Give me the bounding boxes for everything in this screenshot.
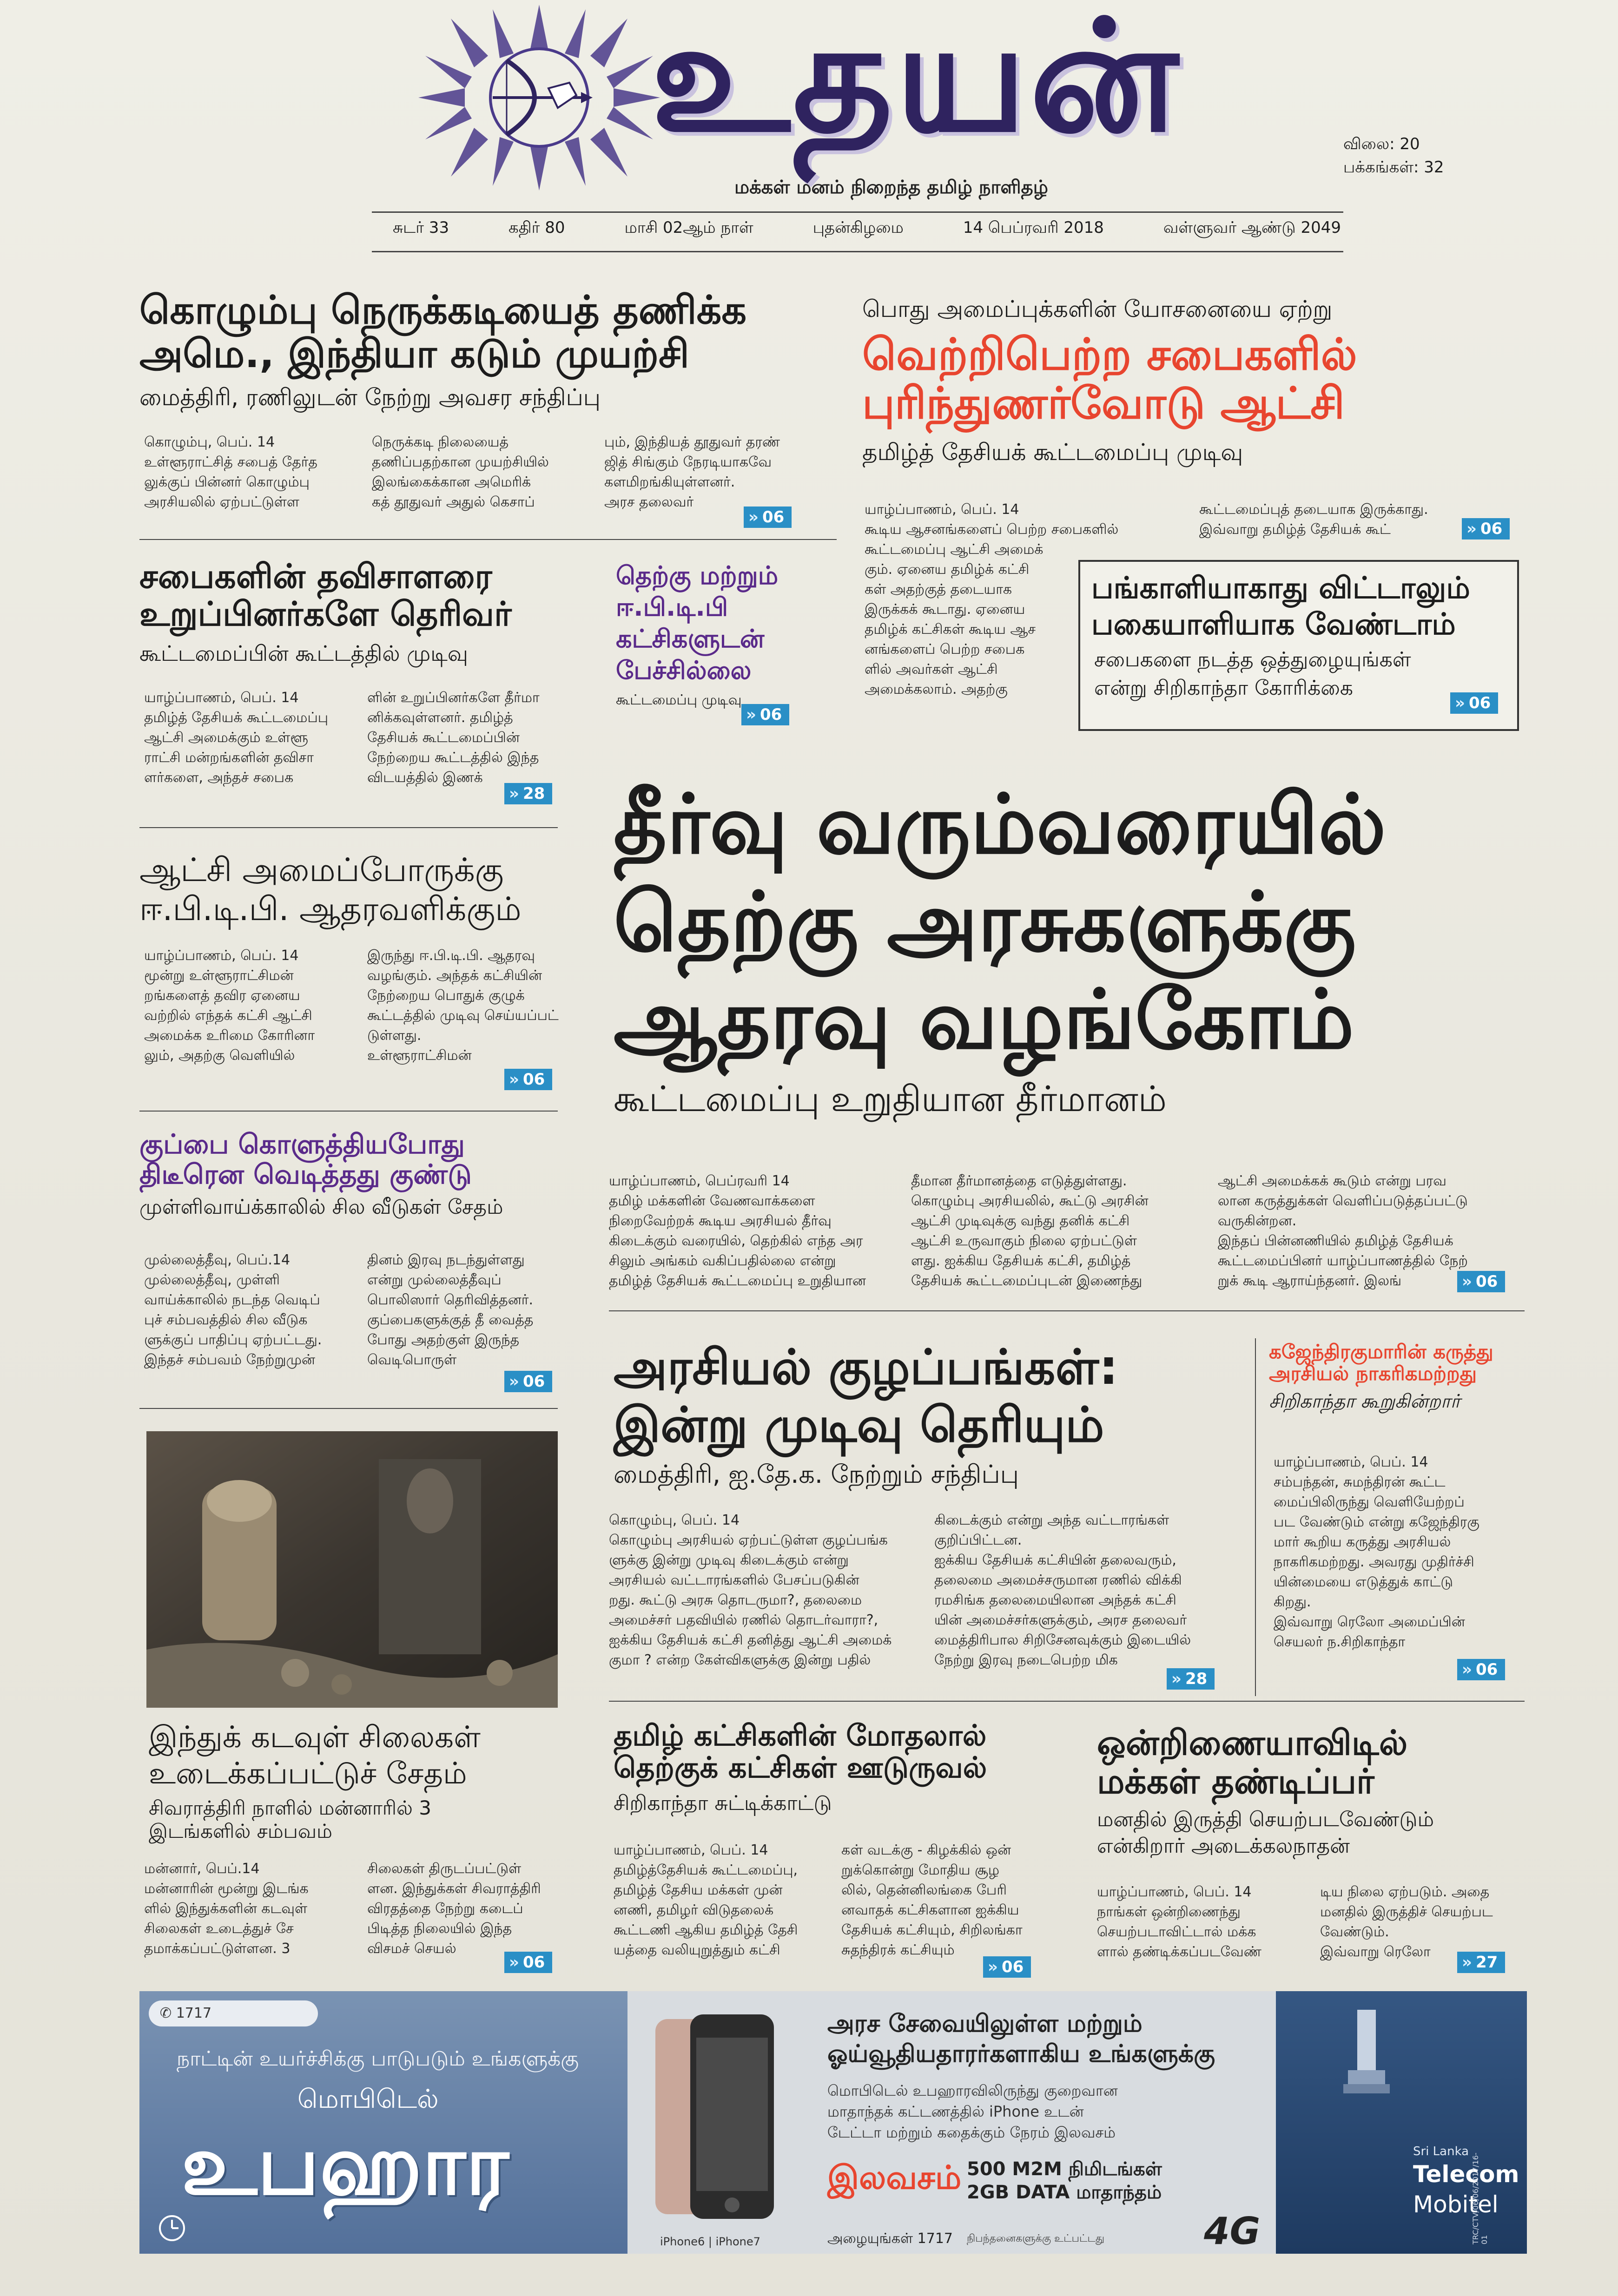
continued-page: 28	[522, 784, 545, 803]
ad-phone-models: iPhone6 | iPhone7	[660, 2235, 760, 2248]
ad-small-text: நாட்டின் உயர்ச்சிக்கு பாடுபடும் உங்களுக்கு	[177, 2047, 579, 2071]
story-tamil-party-clash	[614, 1719, 1078, 1818]
continued-link[interactable]: » 27	[1457, 1952, 1505, 1973]
headline-line-2: அமெ., இந்தியா கடும் முயற்சி	[139, 331, 689, 377]
story7-col-2: தினம் இரவு நடந்துள்ளது என்று முல்லைத்தீவுப் பொலிஸார் தெரிவித்தனர். குப்பைகளுக்குத் தீ வைத்த போது அதற்குள் இருந்த வெடிபொருள்	[367, 1252, 534, 1368]
lead-headline-1: தீர்வு வரும்வரையில்	[614, 777, 1387, 872]
lead-col-1: யாழ்ப்பாணம், பெப்ரவரி 14 தமிழ் மக்களின் வேணவாக்களை நிறைவேற்றக் கூடிய அரசியல் தீர்வு கிடைக்கும் வரையில், தெற்கில் எந்த அர சிலும் அங்கம் வகிப்பதில்லை என்று தமிழ்த் தேசியக் கூட்டமைப்பு உறுதியான	[609, 1173, 866, 1289]
ad-offer-2: 2GB DATA மாதாந்தம்	[967, 2182, 1162, 2203]
ad-terms: நிபந்தனைகளுக்கு உட்பட்டது	[967, 2233, 1105, 2244]
subheadline-1: மனதில் இருத்தி செயற்படவேண்டும்	[1097, 1807, 1434, 1831]
ad-hotline	[149, 2000, 318, 2026]
continued-link[interactable]: » 28	[1167, 1668, 1215, 1690]
story6-col-1: யாழ்ப்பாணம், பெப். 14 மூன்று உள்ளூராட்சிமன் றங்களைத் தவிர ஏனைய வற்றில் எந்தக் கட்சி ஆட்சி அமைக்க உரிமை கோரினா லும், அதற்கு வெளியில்	[144, 947, 315, 1064]
continued-page: 06	[522, 1372, 545, 1391]
divider	[609, 1701, 1525, 1702]
headline-line-2: திடீரென வெடித்தது குண்டு	[139, 1158, 472, 1190]
story-bomb-explosion	[139, 1129, 586, 1222]
story8-col-1: கொழும்பு, பெப். 14 கொழும்பு அரசியல் ஏற்பட்டுள்ள குழப்பங்க ளுக்கு இன்று முடிவு கிடைக்கும் என்று அரசியல் வட்டாரங்களில் பேசப்படுகின் றது. கூட்டு அரசு தொடருமா?, தலைமை அமைச்சர் பதவியில் ரணில் தொடர்வாரா?, ஐக்கிய தேசியக் கட்சி தனித்து ஆட்சி அமைக் குமா ? என்ற கேள்விகளுக்கு இன்று பதில்	[609, 1512, 892, 1668]
continued-link[interactable]: » 06	[983, 1956, 1031, 1978]
headline-line-2: மக்கள் தண்டிப்பர்	[1097, 1761, 1374, 1802]
subheadline: மைத்திரி, ஐ.தே.க. நேற்றும் சந்திப்பு	[614, 1460, 1019, 1489]
story1-col-3: பும், இந்தியத் தூதுவர் தரண் ஜித் சிங்கும் நேரடியாகவே களமிறங்கியுள்ளனர். அரச தலைவர்	[604, 434, 780, 510]
headline-line-2: ஈ.பி.டி.பி. ஆதரவளிக்கும்	[139, 890, 522, 928]
sun-bow-logo	[409, 0, 669, 195]
dateline-tamil-date: மாசி 02ஆம் நாள்	[624, 218, 753, 237]
divider	[139, 539, 837, 540]
subheadline-2: என்கிறார் அடைக்கலநாதன்	[1097, 1834, 1350, 1858]
story10-col-2: கள் வடக்கு - கிழக்கில் ஒன் றுக்கொன்று மோதிய சூழ லில், தென்னிலங்கை பேரி னவாதக் கட்சிகளான ஐக்கிய தேசியக் கட்சியும், சிறிலங்கா சுதந்திரக் கட்சியும்	[841, 1842, 1023, 1958]
masthead-rule-bottom	[372, 251, 1343, 252]
ad-offer-1: 500 M2M நிமிடங்கள்	[967, 2158, 1162, 2180]
story-councils-understanding	[862, 295, 1522, 467]
story-idols-damaged	[149, 1719, 567, 1843]
headline-line-2: இன்று முடிவு தெரியும்	[614, 1396, 1104, 1453]
dateline-valluvar-year: வள்ளுவர் ஆண்டு 2049	[1163, 218, 1341, 237]
continued-page: 06	[1001, 1958, 1024, 1976]
ad-desc-2: மாதாந்தக் கட்டணத்தில் iPhone உடன்	[827, 2103, 1084, 2120]
phone-icon: ✆	[160, 2005, 176, 2021]
divider-vertical	[1255, 1338, 1256, 1696]
dateline-date: 14 பெப்ரவரி 2018	[963, 218, 1104, 237]
subheadline: சிறிகாந்தா சுட்டிக்காட்டு	[614, 1791, 832, 1815]
story-no-talks	[616, 560, 834, 710]
story11-col-1: யாழ்ப்பாணம், பெப். 14 நாங்கள் ஒன்றிணைந்து செயற்படாவிட்டால் மக்க ளால் தண்டிக்கப்படவேண்	[1097, 1884, 1261, 1960]
masthead-rule-top	[372, 211, 1343, 213]
clock-icon	[158, 2214, 186, 2242]
ad-code: TRC/CTV/06/06/2017/16-01	[1471, 2152, 1489, 2244]
photo-col-1: மன்னார், பெப்.14 மன்னாரின் மூன்று இடங்க ளில் இந்துக்களின் கடவுள் சிலைகள் உடைத்துச் சே தமாக்கப்பட்டுள்ளன. 3	[144, 1861, 309, 1957]
dateline	[393, 218, 1341, 242]
damaged-statue-photo	[146, 1431, 558, 1708]
headline-line-1: பங்காளியாகாது விட்டாலும்	[1091, 571, 1470, 605]
divider	[139, 1408, 558, 1409]
ad-telecom-label-2: Telecom	[1413, 2161, 1519, 2188]
subheadline-2: என்று சிறிகாந்தா கோரிக்கை	[1094, 676, 1354, 700]
ad-hotline-number: 1717	[176, 2005, 212, 2021]
pages-label: பக்கங்கள்: 32	[1343, 158, 1444, 177]
headline-line-2: உறுப்பினர்களே தெரிவர்	[139, 594, 512, 633]
ad-free-label: இலவசம்	[827, 2158, 962, 2197]
story10-col-1: யாழ்ப்பாணம், பெப். 14 தமிழ்த்தேசியக் கூட்டமைப்பு, தமிழ்த் தேசிய மக்கள் முன் னணி, தமிழர் விடுதலைக் கூட்டணி ஆகிய தமிழ்த் தேசி யத்தை வலியுறுத்தும் கட்சி	[614, 1842, 798, 1958]
subheadline: கூட்டமைப்பின் கூட்டத்தில் முடிவு	[139, 641, 468, 666]
lead-col-2: தீமான தீர்மானத்தை எடுத்துள்ளது. கொழும்பு அரசியலில், கூட்டு அரசின் ஆட்சி முடிவுக்கு வந்து தனிக் கட்சி ஆட்சி உருவாகும் நிலை ஏற்பட்டுள் ளது. ஐக்கிய தேசியக் கட்சி, தமிழ்த் தேசியக் கூட்டமைப்புடன் இணைந்து	[911, 1173, 1149, 1289]
continued-page: 06	[1475, 1272, 1498, 1291]
mobitel-advert[interactable]	[139, 1991, 1527, 2254]
headline-line-1: சபைகளின் தவிசாளரை	[139, 557, 492, 596]
lead-subheadline: கூட்டமைப்பு உறுதியான தீர்மானம்	[614, 1078, 1167, 1119]
ad-telecom-label-1: Sri Lanka	[1413, 2145, 1469, 2158]
headline-line-1: வெற்றிபெற்ற சபைகளில்	[862, 329, 1357, 380]
iphone-image	[646, 2010, 786, 2233]
lead-story	[614, 776, 1525, 1125]
divider	[139, 827, 558, 828]
continued-link[interactable]: » 06	[1462, 518, 1510, 539]
ad-desc-1: மொபிடெல் உபஹாரவிலிருந்து குறைவான	[827, 2082, 1118, 2099]
subheadline: முள்ளிவாய்க்காலில் சில வீடுகள் சேதம்	[139, 1195, 503, 1219]
continued-page: 06	[759, 705, 782, 724]
story1-col-1: கொழும்பு, பெப். 14 உள்ளூராட்சித் சபைத் தேர்த லுக்குப் பின்னர் கொழும்பு அரசியலில் ஏற்பட்டுள்ள	[144, 434, 317, 510]
kicker: பொது அமைப்புக்களின் யோசனையை ஏற்று	[862, 296, 1333, 322]
headline-line-1: குப்பை கொளுத்தியபோது	[139, 1128, 465, 1160]
continued-link[interactable]: » 06	[1450, 692, 1498, 714]
ad-title-1: அரச சேவையிலுள்ள மற்றும்	[827, 2010, 1143, 2038]
story9-col-1: யாழ்ப்பாணம், பெப். 14 சம்பந்தன், சுமந்திரன் கூட்ட மைப்பிலிருந்து வெளியேற்றப் பட வேண்டும் என்று கஜேந்திரகு மார் கூறிய கருத்து அரசியல் நாகரிகமற்றது. அவரது முதிர்ச்சி யின்மையை எடுத்துக் காட்டு கிறது. இவ்வாறு ரெலோ அமைப்பின் செயலர் ந.சிறிகாந்தா	[1274, 1454, 1479, 1650]
continued-link[interactable]: » 28	[504, 783, 552, 804]
continued-page: 27	[1475, 1953, 1498, 1972]
headline-line-1: ஆட்சி அமைப்போருக்கு	[139, 851, 504, 889]
story11-col-2: டிய நிலை ஏற்படும். அதை மனதில் இருத்திச் செயற்பட வேண்டும். இவ்வாறு ரெலோ	[1320, 1884, 1493, 1960]
headline-line-1: அரசியல் குழப்பங்கள்:	[614, 1339, 1118, 1395]
headline-line-2: தெற்குக் கட்சிகள் ஊடுருவல்	[614, 1750, 987, 1785]
story1-col-2: நெருக்கடி நிலையைத் தணிப்பதற்கான முயற்சியில் இலங்கைக்கான அமெரிக் கத் தூதுவர் அதுல் கெசாப்	[372, 434, 549, 510]
continued-link[interactable]: » 06	[1457, 1659, 1505, 1680]
dateline-weekday: புதன்கிழமை	[812, 218, 904, 237]
subheadline-1: சபைகளை நடத்த ஒத்துழையுங்கள்	[1094, 648, 1411, 672]
story2-col-2: கூட்டமைப்புத் தடையாக இருக்காது. இவ்வாறு தமிழ்த் தேசியக் கூட்	[1199, 501, 1428, 538]
story-epdp-support	[139, 850, 581, 928]
headline-line-2: உடைக்கப்பட்டுச் சேதம்	[149, 1757, 467, 1791]
ad-brand-big: உபஹார	[181, 2117, 509, 2214]
continued-page: 06	[1480, 520, 1503, 538]
story2-col-1: யாழ்ப்பாணம், பெப். 14 கூடிய ஆசனங்களைப் பெற்ற சபைகளில் கூட்டமைப்பு ஆட்சி அமைக் கும். ஏனைய தமிழ்க் கட்சி கள் அதற்குத் தடையாக இருக்கக் கூடாது. ஏனைய தமிழ்க் கட்சிகள் கூடிய ஆச னங்களைப் பெற்ற சபைக ளில் அவர்கள் ஆட்சி அமைக்கலாம். அதற்கு	[865, 501, 1119, 697]
story6-col-2: இருந்து ஈ.பி.டி.பி. ஆதரவு வழங்கும். அந்தக் கட்சியின் நேற்றைய பொதுக் குழுக் கூட்டத்தில் முடிவு செய்யப்பட் டுள்ளது. உள்ளூராட்சிமன்	[367, 947, 559, 1064]
divider	[609, 1310, 1525, 1311]
story-chairman-selection	[139, 558, 586, 669]
headline-line-2: பகையாளியாக வேண்டாம்	[1091, 607, 1456, 642]
continued-link[interactable]: » 06	[744, 507, 792, 528]
continued-link[interactable]: » 06	[1457, 1271, 1505, 1292]
subheadline-1: சிவராத்திரி நாளில் மன்னாரில் 3	[149, 1796, 431, 1819]
continued-page: 06	[522, 1953, 545, 1972]
masthead-tagline: மக்கள் மனம் நிறைந்த தமிழ் நாளிதழ்	[734, 177, 1048, 198]
continued-link[interactable]: » 06	[504, 1371, 552, 1392]
continued-link[interactable]: » 06	[504, 1952, 552, 1973]
continued-page: 06	[1475, 1660, 1498, 1679]
lead-col-3: ஆட்சி அமைக்கக் கூடும் என்று பரவ லான கருத்துக்கள் வெளிப்படுத்தப்பட்டு வருகின்றன. இந்தப் பின்னணியில் தமிழ்த் தேசியக் கூட்டமைப்பினர் யாழ்ப்பாணத்தில் நேற் றுக் கூடி ஆராய்ந்தனர். இலங்	[1218, 1173, 1468, 1289]
subheadline: தமிழ்த் தேசியக் கூட்டமைப்பு முடிவு	[862, 438, 1243, 466]
divider	[139, 1111, 558, 1112]
continued-page: 06	[1468, 694, 1491, 712]
award-trophy-icon	[1339, 2005, 1394, 2098]
headline-line-1: கொழும்பு நெருக்கடியைத் தணிக்க	[139, 287, 747, 333]
story-colombo-crisis	[139, 288, 837, 412]
masthead-title: உதயன்	[651, 0, 1182, 166]
ad-title-2: ஓய்வூதியதாரர்களாகிய உங்களுக்கு	[827, 2040, 1215, 2068]
story7-col-1: முல்லைத்தீவு, பெப்.14 முல்லைத்தீவு, முள்ளி வாய்க்காலில் நடந்த வெடிப் புச் சம்பவத்தில் சில வீடுக ளுக்குப் பாதிப்பு ஏற்பட்டது. இந்தச் சம்பவம் நேற்றுமுன்	[144, 1252, 322, 1368]
story-unite-or-punished	[1097, 1724, 1525, 1861]
subheadline: கூட்டமைப்பு முடிவு	[616, 692, 742, 708]
headline-line-1: இந்துக் கடவுள் சிலைகள்	[149, 1720, 481, 1755]
kicker-line-2: அரசியல் நாகரிகமற்றது	[1269, 1362, 1477, 1385]
photo-col-2: சிலைகள் திருடப்பட்டுள் ளன. இந்துக்கள் சிவராத்திரி விரதத்தை நேற்று கடைப் பிடித்த நிலையில் இந்த விசமச் செயல்	[367, 1861, 541, 1957]
kicker-line-1: கஜேந்திரகுமாரின் கருத்து	[1269, 1340, 1493, 1363]
subheadline-2: இடங்களில் சம்பவம்	[149, 1820, 332, 1842]
headline-line-1: தமிழ் கட்சிகளின் மோதலால்	[614, 1718, 987, 1752]
ad-desc-3: டேட்டா மற்றும் கதைக்கும் நேரம் இலவசம்	[827, 2124, 1116, 2141]
story8-col-2: கிடைக்கும் என்று அந்த வட்டாரங்கள் குறிப்பிட்டன. ஐக்கிய தேசியக் கட்சியின் தலைவரும், தலைமை அமைச்சருமான ரணில் விக்கி ரமசிங்க தலைமையிலான அந்தக் கட்சி யின் அமைச்சர்களுக்கும், அரச தலைவர் மைத்திரிபால சிறிசேனவுக்கும் இடையில் நேற்று இரவு நடைபெற்ற மிக	[934, 1512, 1191, 1668]
headline: தெற்கு மற்றும் ஈ.பி.டி.பி கட்சிகளுடன் பேச்சில்லை	[616, 561, 779, 685]
dateline-ray: கதிர் 80	[509, 218, 565, 237]
dateline-issue: சுடர் 33	[393, 218, 449, 237]
subheadline: சிறிகாந்தா கூறுகின்றார்	[1269, 1391, 1460, 1413]
ad-telecom-label-3: Mobitel	[1413, 2191, 1499, 2218]
continued-link[interactable]: » 06	[741, 704, 789, 725]
headline-line-1: ஒன்றிணையாவிடில்	[1097, 1723, 1408, 1763]
story3-col-1: யாழ்ப்பாணம், பெப். 14 தமிழ்த் தேசியக் கூட்டமைப்பு ஆட்சி அமைக்கும் உள்ளூ ராட்சி மன்றங்களின் தவிசா ளர்களை, அந்தச் சபைக	[144, 690, 329, 786]
ad-call-label: அழையுங்கள் 1717	[827, 2230, 953, 2247]
continued-page: 06	[762, 508, 785, 526]
continued-link[interactable]: » 06	[504, 1069, 552, 1090]
ad-4g-badge: 4G	[1204, 2210, 1261, 2253]
story-political-confusion	[614, 1338, 1255, 1489]
lead-headline-2: தெற்கு அரசுகளுக்கு	[614, 875, 1356, 970]
continued-page: 28	[1185, 1670, 1208, 1688]
ad-brand-small: மொபிடெல்	[297, 2084, 439, 2114]
continued-page: 06	[522, 1070, 545, 1089]
lead-headline-3: ஆதரவு வழங்கோம்	[614, 972, 1354, 1067]
subheadline: மைத்திரி, ரணிலுடன் நேற்று அவசர சந்திப்பு	[139, 384, 601, 411]
headline-line-2: புரிந்துணர்வோடு ஆட்சி	[862, 378, 1345, 429]
price-label: விலை: 20	[1343, 135, 1420, 153]
story3-col-2: ளின் உறுப்பினர்களே தீர்மா னிக்கவுள்ளனர். தமிழ்த் தேசியக் கூட்டமைப்பின் நேற்றைய கூட்டத்தில் இந்த விடயத்தில் இணக்	[367, 690, 540, 786]
story-gajendrakumar	[1269, 1341, 1525, 1414]
